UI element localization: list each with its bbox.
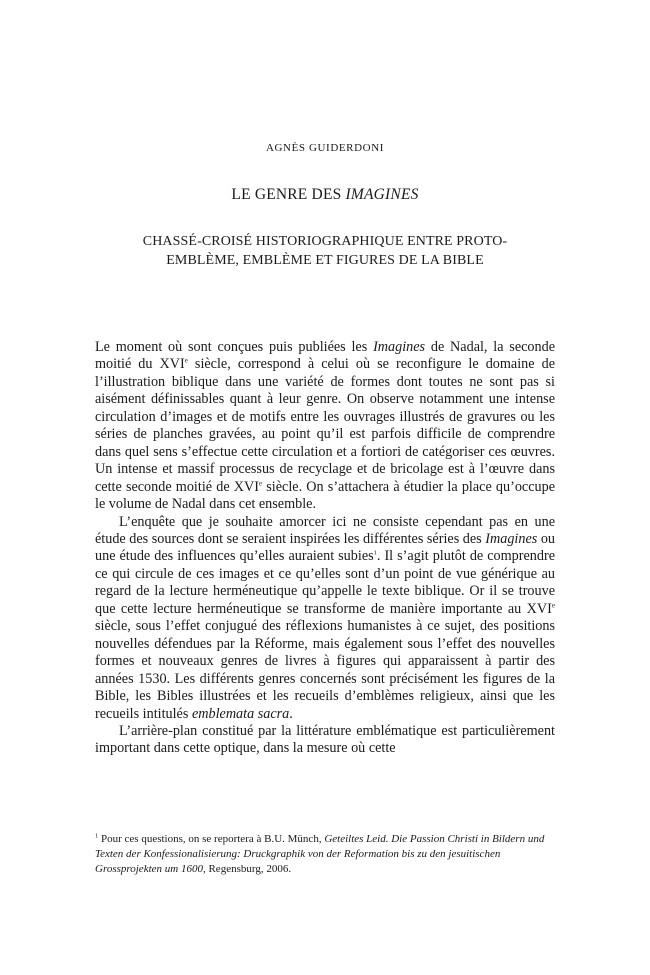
italic-term: Imagines <box>373 339 426 355</box>
footnote-text: , Regensburg, 2006. <box>202 863 292 875</box>
century-superscript: e <box>184 356 188 365</box>
chapter-title-italic: IMAGINES <box>345 186 419 203</box>
chapter-subtitle <box>100 232 550 270</box>
paragraph-1 <box>95 339 555 514</box>
italic-term: Imagines <box>485 530 538 547</box>
text-run: . Il s’agit plutôt de comprendre ce qui circule de ces images et ce qu’elles sont d’un point de vue générique au regard de la lecture herméneutique qu’appelle le texte biblique. Or il se trouve que cette lecture herméneutique se transforme de manière importante au XVI <box>95 548 555 617</box>
paragraph-2 <box>95 514 555 723</box>
text-run: siècle. On s’attachera à étudier la place qu’occupe le volume de Nadal dans cet ensemble. <box>95 478 555 513</box>
text-run: Le moment où sont conçues puis publiées les <box>95 339 374 355</box>
text-run: siècle, sous l’effet conjugué des réflexions humanistes à ce sujet, des positions nouvelles défendues par la Réforme, mais également sous l’effet des nouvelles formes et nouveaux genres de livres à figures qui apparaissent à partir des années 1530. Les différents genres concernés sont précisément les figures de la Bible, les Bibles illustrées et les recueils d’emblèmes religieux, ainsi que les recueils intitulés <box>95 618 555 722</box>
chapter-title <box>0 186 650 204</box>
text-run: de Nadal, la seconde moitié du XVI <box>95 339 556 373</box>
footnote-italic-title: Geteiltes Leid. Die Passion Christi in Bildern und Texten der Konfessionalisierung: Druckgraphik von der Reformation bis zu den jesuitischen Grossprojekten um 1600 <box>95 833 545 875</box>
chapter-title-text: LE GENRE DES <box>231 186 346 203</box>
subtitle-line-1: CHASSÉ-CROISÉ HISTORIOGRAPHIQUE ENTRE PROTO- <box>142 234 508 249</box>
text-run: ou une étude des influences qu’elles auraient subies <box>95 530 556 565</box>
subtitle-line-2: EMBLÈME, EMBLÈME ET FIGURES DE LA BIBLE <box>166 253 484 268</box>
italic-term: emblemata sacra <box>191 705 290 722</box>
footnote <box>95 832 555 877</box>
text-run: L’arrière-plan constitué par la littérature emblématique est particulièrement important dans cette optique, dans la mesure où cette <box>95 722 555 757</box>
century-superscript: e <box>551 601 555 610</box>
text-run: siècle, correspond à celui où se reconfigure le domaine de l’illustration biblique dans une variété de formes dont toutes ne sont pas si aisément définissables quant à leur genre. On observe notamment une intense circulation d’images et de motifs entre les ouvrages illustrés de gravures ou les séries de planches gravées, au point qu’il est parfois difficile de comprendre dans quel sens s’effectue cette circulation et a fortiori de catégoriser ces œuvres. Un intense et massif processus de recyclage et de bricolage est à l’œuvre dans cette seconde moitié de XVI <box>95 356 555 495</box>
body-text <box>95 339 555 758</box>
author-name: AGNÈS GUIDERDONI <box>265 142 385 154</box>
century-superscript: e <box>259 478 263 487</box>
footnote-reference[interactable]: 1 <box>373 549 377 557</box>
footnote-text: Pour ces questions, on se reportera à B.U. Münch, <box>98 833 325 845</box>
text-run: . <box>289 705 293 722</box>
footnote-number: 1 <box>95 832 99 840</box>
text-run: L’enquête que je souhaite amorcer ici ne consiste cependant pas en une étude des sources dont se seraient inspirées les différentes séries des <box>95 513 555 547</box>
paragraph-3 <box>95 723 555 758</box>
